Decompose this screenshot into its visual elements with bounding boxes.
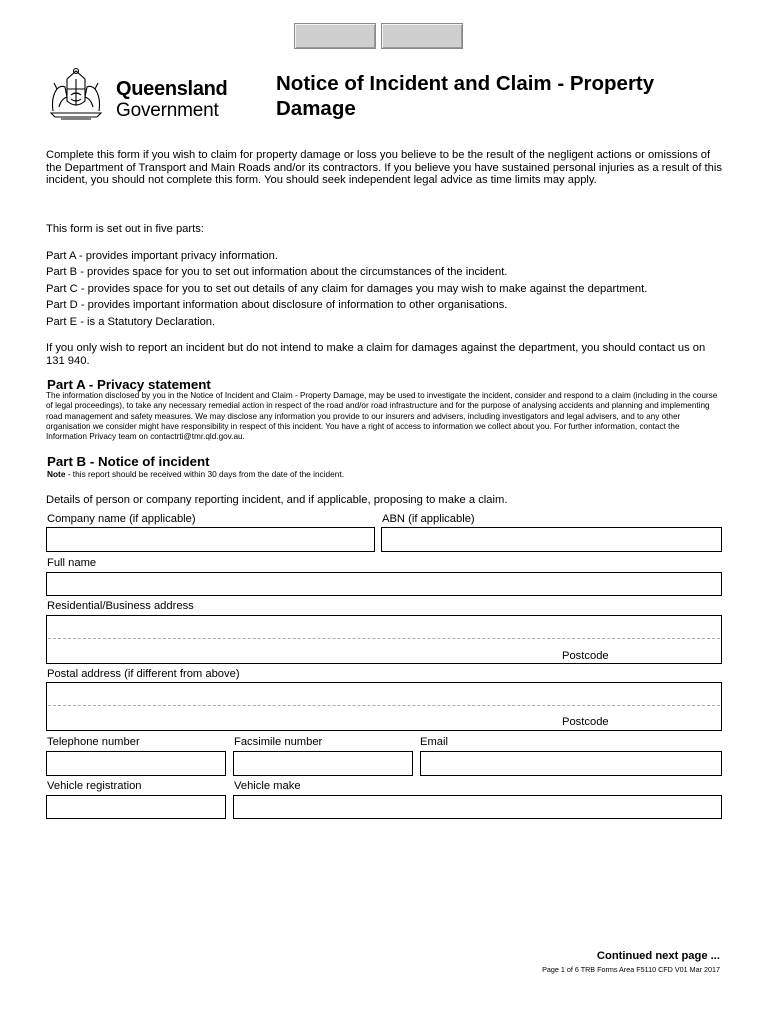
company-name-field[interactable] [46, 527, 375, 552]
intro-text: Complete this form if you wish to claim for property damage or loss you believe to be the result of the negligent actions or omissions of the Department of Transport and Main Roads and/or its contractors. If you believe you have sustained personal injuries as a result of this incident, you should not complete this form. You should seek independent legal advice as time limits may apply. [46, 149, 722, 187]
part-list-item: Part E - is a Statutory Declaration. [46, 316, 216, 328]
parts-intro: This form is set out in five parts: [46, 223, 204, 235]
residential-postcode-label: Postcode [562, 650, 609, 662]
top-button-2[interactable] [381, 23, 463, 49]
facsimile-label: Facsimile number [234, 736, 323, 748]
top-button-1[interactable] [294, 23, 376, 49]
reporter-details-text: Details of person or company reporting incident, and if applicable, proposing to make a claim. [46, 494, 508, 506]
email-field[interactable] [420, 751, 722, 776]
contact-note: If you only wish to report an incident but do not intend to make a claim for damages against the department, you should contact us on 131 940. [46, 342, 706, 367]
page-title: Notice of Incident and Claim - Property Damage [276, 72, 655, 120]
postal-address-field[interactable] [46, 682, 722, 731]
page-footer: Page 1 of 6 TRB Forms Area F5110 CFD V01 Mar 2017 [542, 965, 720, 974]
note-label: Note [47, 469, 66, 479]
part-list-item: Part C - provides space for you to set out details of any claim for damages you may wish to make against the department. [46, 283, 648, 295]
postal-postcode-label: Postcode [562, 716, 609, 728]
part-b-heading: Part B - Notice of incident [47, 454, 210, 469]
address-divider [48, 705, 720, 706]
postal-address-label: Postal address (if different from above) [47, 668, 240, 680]
company-name-label: Company name (if applicable) [47, 513, 196, 525]
residential-address-field[interactable] [46, 615, 722, 664]
facsimile-field[interactable] [233, 751, 413, 776]
part-b-note [47, 469, 344, 479]
vehicle-registration-label: Vehicle registration [47, 780, 142, 792]
queensland-crest-icon [45, 67, 107, 123]
residential-address-label: Residential/Business address [47, 600, 194, 612]
abn-label: ABN (if applicable) [382, 513, 475, 525]
vehicle-make-label: Vehicle make [234, 780, 301, 792]
part-list-item: Part D - provides important information about disclosure of information to other organisations. [46, 299, 508, 311]
full-name-label: Full name [47, 557, 97, 569]
full-name-field[interactable] [46, 572, 722, 596]
telephone-label: Telephone number [47, 736, 140, 748]
privacy-statement-text: The information disclosed by you in the Notice of Incident and Claim - Property Damage, may be used to investigate the incident, consider and respond to a claim (including in the course of legal proceedings), to take any necessary remedial action in respect of the road and/or road infrastructure and for the purpose of analysing accidents and planning and implementing road management and safety measures. We may disclose any information you provide to our insurers and advisers, including investigators and legal advisers, and to any other organisation we consider might have responsibility in respect of this incident. You have a right of access to information we collect about you. For further information, contact the Information Privacy team on contactrti@tmr.qld.gov.au. [46, 391, 718, 442]
vehicle-registration-field[interactable] [46, 795, 226, 819]
brand-queensland: Queensland [116, 78, 228, 100]
continued-next-page: Continued next page ... [596, 950, 720, 962]
brand-government: Government [116, 100, 219, 121]
vehicle-make-field[interactable] [233, 795, 722, 819]
part-list-item: Part A - provides important privacy information. [46, 250, 278, 262]
note-text: - this report should be received within 30 days from the date of the incident. [65, 469, 344, 479]
telephone-field[interactable] [46, 751, 226, 776]
part-a-heading: Part A - Privacy statement [47, 377, 211, 392]
part-list-item: Part B - provides space for you to set out information about the circumstances of the incident. [46, 266, 508, 278]
abn-field[interactable] [381, 527, 722, 552]
address-divider [48, 638, 720, 639]
email-label: Email [420, 736, 448, 748]
